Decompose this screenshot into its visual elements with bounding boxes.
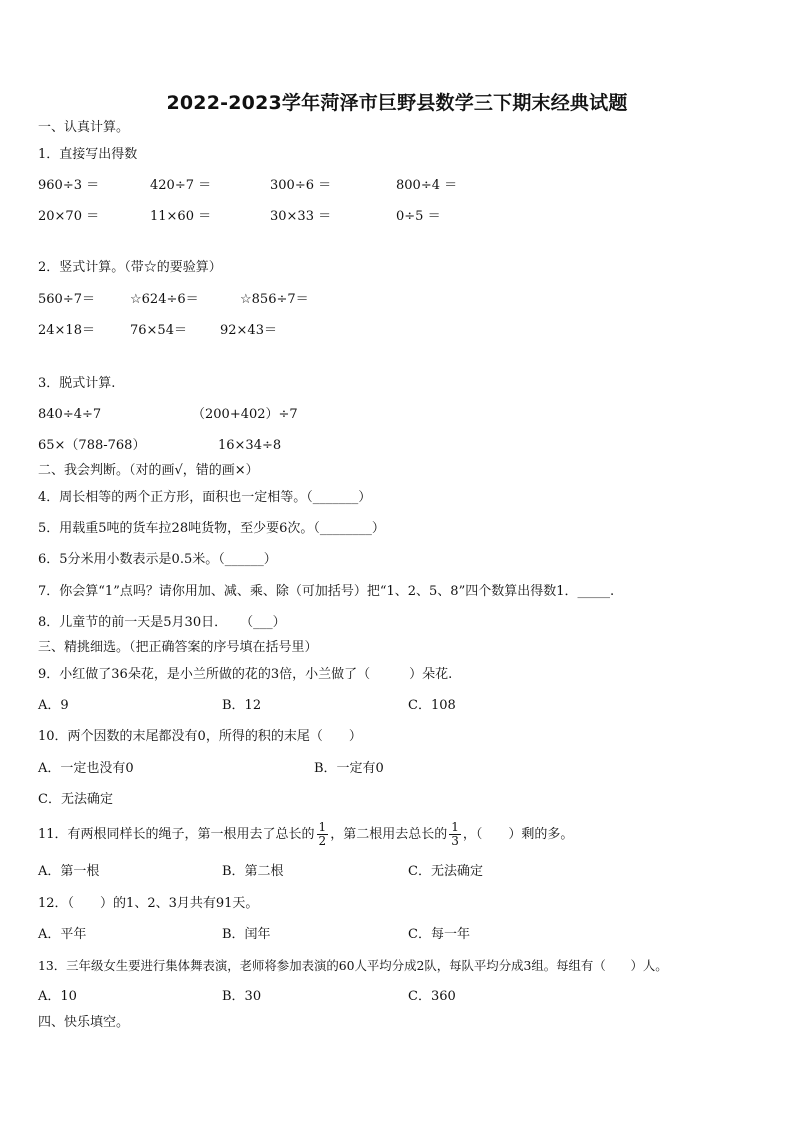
q10-option-a: A．一定也没有0 [38, 761, 134, 776]
question-11 [38, 818, 573, 852]
q2-item: ☆856÷7＝ [240, 292, 309, 307]
question-3-heading: 3．脱式计算. [38, 376, 116, 391]
q2-item: 24×18＝ [38, 323, 95, 338]
q3-item: 65×（788-768） [38, 438, 146, 453]
q2-item: 76×54＝ [130, 323, 187, 338]
q10-option-c: C．无法确定 [38, 792, 113, 807]
q3-item: 840÷4÷7 [38, 407, 102, 422]
q9-option-c: C．108 [408, 698, 456, 713]
q13-option-a: A．10 [38, 989, 77, 1004]
question-9: 9．小红做了36朵花，是小兰所做的花的3倍，小兰做了（ ）朵花. [38, 667, 453, 682]
q1-item: 960÷3 ＝ [38, 178, 100, 193]
q1-item: 420÷7 ＝ [150, 178, 212, 193]
fraction-one-half: $\frac{1}{2}$ [318, 820, 327, 848]
question-6: 6．5分米用小数表示是0.5米。（______） [38, 552, 277, 567]
q1-item: 30×33 ＝ [270, 209, 332, 224]
section-1-heading: 一、认真计算。 [38, 120, 130, 135]
q11-option-b: B．第二根 [222, 864, 284, 879]
q11-text-a: 11．有两根同样长的绳子，第一根用去了总长的 [38, 827, 315, 842]
q9-option-a: A．9 [38, 698, 69, 713]
q13-option-b: B．30 [222, 989, 262, 1004]
q10-option-b: B．一定有0 [314, 761, 384, 776]
q1-item: 20×70 ＝ [38, 209, 100, 224]
q3-item: （200+402）÷7 [192, 407, 298, 422]
q1-item: 800÷4 ＝ [396, 178, 458, 193]
q2-item: ☆624÷6＝ [130, 292, 199, 307]
section-4-heading: 四、快乐填空。 [38, 1015, 130, 1030]
q13-option-c: C．360 [408, 989, 456, 1004]
q11-option-a: A．第一根 [38, 864, 100, 879]
question-13: 13．三年级女生要进行集体舞表演，老师将参加表演的60人平均分成2队，每队平均分成3组。每组有（ ）人。 [38, 958, 668, 973]
fraction-one-third: $\frac{1}{3}$ [451, 820, 459, 848]
q12-option-a: A．平年 [38, 927, 87, 942]
q11-option-c: C．无法确定 [408, 864, 483, 879]
q2-item: 560÷7＝ [38, 292, 95, 307]
q1-item: 11×60 ＝ [150, 209, 212, 224]
question-5: 5．用载重5吨的货车拉28吨货物，至少要6次。（________） [38, 521, 385, 536]
question-4: 4．周长相等的两个正方形，面积也一定相等。（_______） [38, 490, 372, 505]
q12-option-b: B．闰年 [222, 927, 271, 942]
q11-text-b: ，第二根用去总长的 [330, 827, 448, 842]
q1-item: 0÷5 ＝ [396, 209, 441, 224]
q1-item: 300÷6 ＝ [270, 178, 332, 193]
question-8: 8．儿童节的前一天是5月30日． （___） [38, 615, 286, 630]
q2-item: 92×43＝ [220, 323, 277, 338]
section-2-heading: 二、我会判断。（对的画√，错的画×） [38, 463, 259, 478]
question-2-heading: 2．竖式计算。（带☆的要验算） [38, 260, 222, 275]
question-7: 7．你会算“1”点吗？请你用加、减、乘、除（可加括号）把“1、2、5、8”四个数算出得数1．_____. [38, 584, 615, 599]
question-10: 10．两个因数的末尾都没有0，所得的积的末尾（ ） [38, 729, 362, 744]
section-3-heading: 三、精挑细选。（把正确答案的序号填在括号里） [38, 640, 318, 655]
question-12: 12．（ ）的1、2、3月共有91天。 [38, 896, 259, 911]
q12-option-c: C．每一年 [408, 927, 470, 942]
q11-text-c: ，（ ）剩的多。 [462, 827, 574, 842]
q9-option-b: B．12 [222, 698, 262, 713]
question-1-heading: 1．直接写出得数 [38, 147, 138, 162]
page-title: 2022-2023学年菏泽市巨野县数学三下期末经典试题 [166, 92, 628, 114]
q3-item: 16×34÷8 [218, 438, 282, 453]
